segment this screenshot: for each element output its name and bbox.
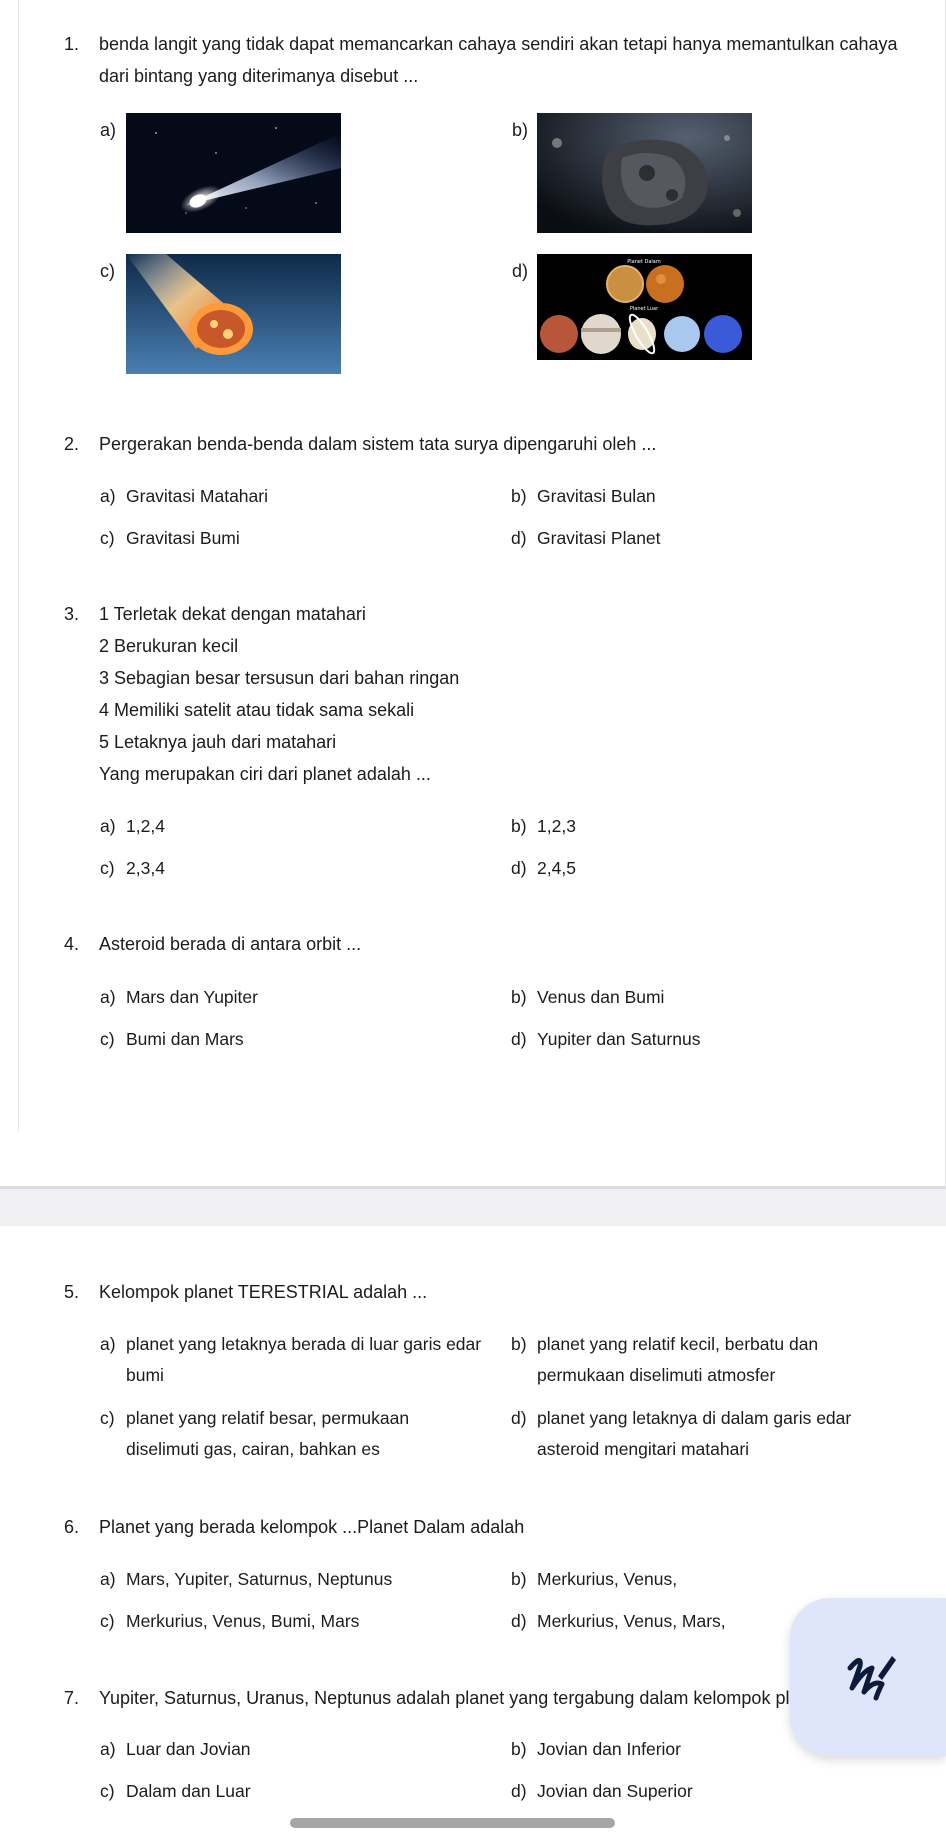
planet-luar-caption: Planet Luar — [629, 306, 659, 312]
question-2 — [64, 428, 924, 460]
question-6 — [64, 1511, 924, 1543]
option-a-label: a) — [100, 120, 117, 140]
document-page-2: 5. Kelompok planet TERESTRIAL adalah ... a) planet yang letaknya berada di luar garis edar bumi b) planet yang relatif kecil, berbatu dan permukaan diselimuti atmosfer c) planet yang relatif besar, permukaan diselimuti gas, cairan, bahkan es d) planet yang letaknya di dalam garis edar asteroid mengitari matahari 6. Planet yang berada kelompok ...Planet Dalam adalah a) Mars, Yupiter, Saturnus, Neptunus b) Merkurius, Venus, c) Merkurius, Venus, Bumi, Mars d) Merkurius, Venus, Mars, 7. Yupiter, Saturnus, Uranus, Neptunus adalah planet yang tergabung dalam kelompok pl a) Luar dan Jovian b) Jovian dan Inferior c) Dalam dan Luar d) Jovian dan Superior — [0, 1226, 946, 1806]
question-text: Yupiter, Saturnus, Uranus, Neptunus adalah planet yang tergabung dalam kelompok pl — [99, 1688, 790, 1708]
question-text: Asteroid berada di antara orbit ... — [99, 934, 362, 954]
pen-scribble-icon — [838, 1646, 902, 1710]
question-number: 7. — [64, 1688, 80, 1708]
question-text: Pergerakan benda-benda dalam sistem tata surya dipengaruhi oleh ... — [99, 434, 657, 454]
home-indicator-bar[interactable] — [290, 1818, 615, 1828]
page-margin-line — [18, 0, 19, 1132]
option-c-label: c) — [100, 261, 115, 281]
question-text: 1 Terletak dekat dengan matahari 2 Berukuran kecil 3 Sebagian besar tersusun dari bahan ringan 4 Memiliki satelit atau tidak sama sekali 5 Letaknya jauh dari matahari Yang merupakan ciri dari planet adalah ... — [99, 604, 460, 784]
question-number: 1. — [64, 34, 80, 54]
asteroid-image[interactable] — [537, 113, 752, 233]
question-7 — [64, 1682, 794, 1714]
page-separator — [0, 1186, 946, 1226]
planets-image[interactable] — [537, 254, 752, 360]
question-text: benda langit yang tidak dapat memancarkan cahaya sendiri akan tetapi hanya memantulkan cahaya dari bintang yang diterimanya disebut ... — [99, 34, 898, 86]
comet-image[interactable] — [126, 113, 341, 233]
annotate-fab-button[interactable] — [790, 1598, 946, 1756]
question-number: 6. — [64, 1517, 80, 1537]
question-text: Planet yang berada kelompok ...Planet Dalam adalah — [99, 1517, 525, 1537]
question-text: Kelompok planet TERESTRIAL adalah ... — [99, 1282, 428, 1302]
question-number: 3. — [64, 604, 80, 624]
meteor-image[interactable] — [126, 254, 341, 374]
planet-dalam-caption: Planet Dalam — [627, 259, 661, 265]
question-3 — [64, 598, 924, 790]
question-number: 2. — [64, 434, 80, 454]
question-number: 5. — [64, 1282, 80, 1302]
option-d-label: d) — [512, 261, 529, 281]
question-4 — [64, 928, 924, 960]
document-page-1: 1. benda langit yang tidak dapat memancarkan cahaya sendiri akan tetapi hanya memantulkan cahaya dari bintang yang diterimanya disebut ... a) b) c) d) Planet Dalam Planet Luar 2. Pergerakan benda-benda dalam sistem tata surya dipengaruhi oleh ... a) Gravitasi Matahari b) Gravitasi Bulan c) Gravitasi Bumi d) Gravitasi Planet 3. 1 Terletak dekat dengan matahari 2 Berukuran kecil 3 Sebagian besar tersusun dari bahan ringan 4 Memiliki satelit atau tidak sama sekali 5 Letaknya jauh dari matahari Yang merupakan ciri dari planet adalah ... a) 1,2,4 b) 1,2,3 c) 2,3,4 d) 2,4,5 4. Asteroid berada di antara orbit ... a) Mars dan Yupiter b) Venus dan Bumi c) Bumi dan Mars d) Yupiter dan Saturnus — [0, 0, 946, 1186]
question-5 — [64, 1276, 924, 1308]
option-b-label: b) — [512, 120, 529, 140]
question-1 — [64, 28, 924, 92]
question-number: 4. — [64, 934, 80, 954]
